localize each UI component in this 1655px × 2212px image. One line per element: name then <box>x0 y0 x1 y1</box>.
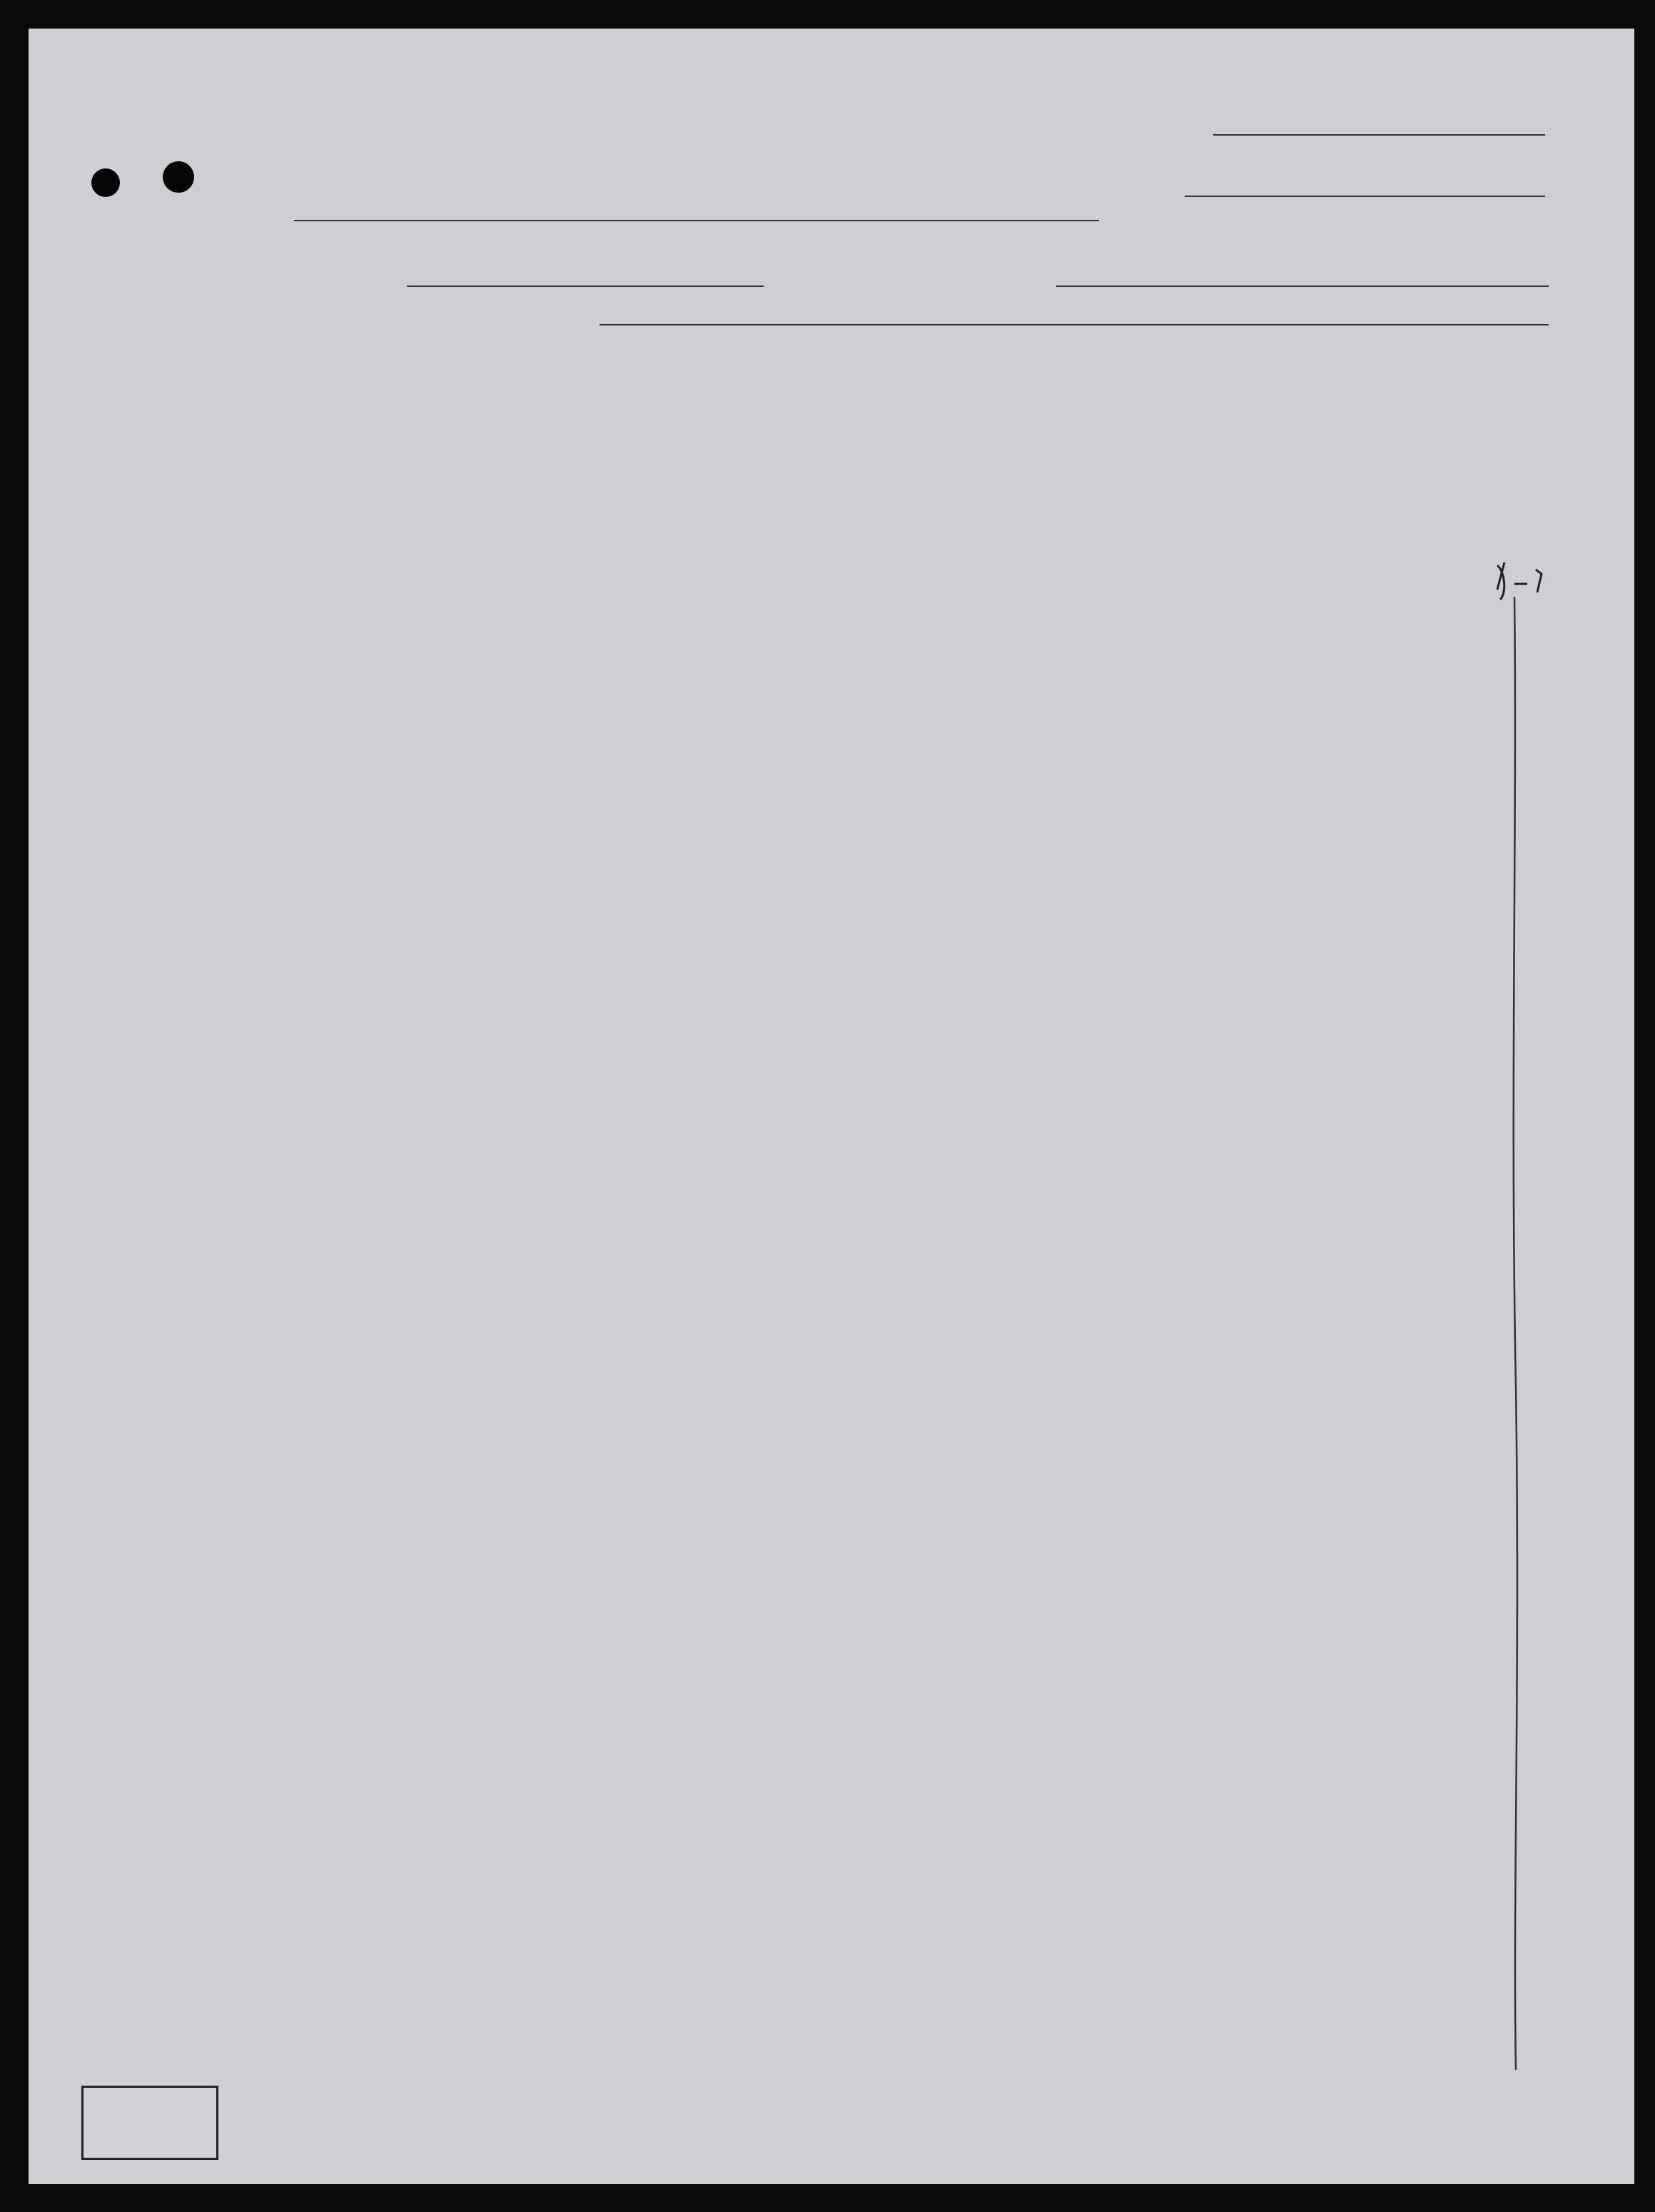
document-page <box>29 29 1634 2184</box>
handwriting-overlay <box>29 29 1634 2184</box>
official-mark-strokes <box>1497 562 1542 600</box>
margin-line <box>1514 597 1517 2070</box>
